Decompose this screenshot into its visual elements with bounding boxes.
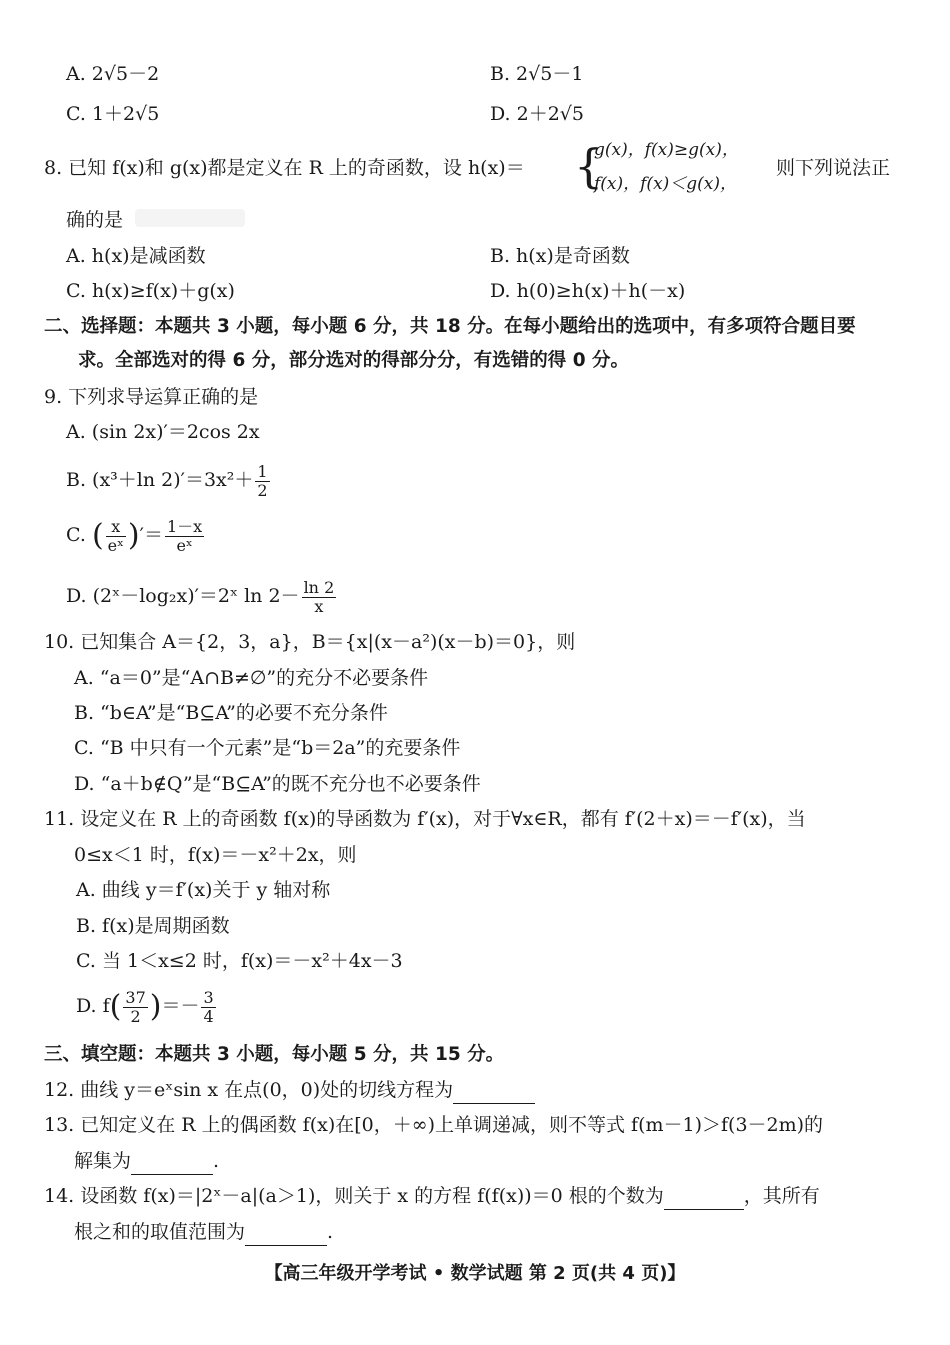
fraction-denominator: eˣ — [176, 535, 193, 555]
fraction-denominator: 2 — [130, 1006, 141, 1026]
q8-stem-end: 则下列说法正 — [776, 157, 891, 179]
q14-answer-blank-1[interactable] — [664, 1183, 744, 1210]
fraction-numerator: ln 2 — [303, 577, 335, 597]
q8-piece-2: f(x)，f(x)＜g(x)， — [594, 174, 738, 194]
option-d-fraction — [302, 579, 337, 616]
q10-option-d: D. “a＋b∉Q”是“B⊆A”的既不充分也不必要条件 — [74, 773, 481, 795]
period: . — [327, 1221, 334, 1243]
q9-option-a: A. (sin 2x)′＝2cos 2x — [66, 421, 260, 443]
inner-fraction — [106, 518, 126, 555]
q9-option-b — [66, 460, 272, 500]
q8-option-b: B. h(x)是奇函数 — [490, 245, 630, 267]
q14-answer-blank-2[interactable] — [245, 1219, 327, 1246]
section-2-heading-cont: 求。全部选对的得 6 分，部分选对的得部分分，有选错的得 0 分。 — [78, 350, 630, 371]
option-label: D. f — [76, 995, 110, 1017]
q7-option-b: B. 2√5－1 — [490, 63, 584, 85]
fraction-numerator: x — [106, 518, 126, 537]
q10-option-c: C. “B 中只有一个元素”是“b＝2a”的充要条件 — [74, 737, 461, 759]
q12-answer-blank[interactable] — [453, 1077, 535, 1104]
q9-stem: 9. 下列求导运算正确的是 — [44, 386, 259, 408]
q10-option-b: B. “b∈A”是“B⊆A”的必要不充分条件 — [74, 702, 388, 724]
q13-stem-line2 — [74, 1148, 219, 1175]
q14-text: 14. 设函数 f(x)＝|2ˣ－a|(a＞1)，则关于 x 的方程 f(f(x))＝0 根的个数为 — [44, 1185, 664, 1207]
right-paren: ) — [149, 989, 162, 1024]
q11-option-a: A. 曲线 y＝f′(x)关于 y 轴对称 — [76, 879, 331, 901]
q8-option-a: A. h(x)是减函数 — [66, 245, 206, 267]
fraction-numerator: 1 — [257, 461, 268, 481]
result-fraction — [165, 518, 204, 555]
fraction-denominator: 4 — [203, 1006, 214, 1026]
q9-option-c — [66, 513, 206, 557]
q14-text-line2: 根之和的取值范围为 — [74, 1221, 246, 1243]
period: . — [213, 1150, 220, 1172]
left-paren: ( — [91, 518, 104, 553]
fraction-denominator: eˣ — [107, 535, 124, 555]
section-2-heading: 二、选择题：本题共 3 小题，每小题 6 分，共 18 分。在每小题给出的选项中，有多项符合题目要 — [44, 316, 856, 337]
q14-stem — [44, 1183, 820, 1210]
q7-option-c: C. 1＋2√5 — [66, 103, 160, 125]
q11-stem: 11. 设定义在 R 上的奇函数 f(x)的导函数为 f′(x)，对于∀x∈R，都有 f′(2＋x)＝－f′(x)，当 — [44, 808, 806, 830]
equals: ′＝ — [139, 524, 163, 546]
q14-text-end: ，其所有 — [743, 1185, 820, 1207]
q13-text: 解集为 — [74, 1150, 132, 1172]
equals: ＝－ — [161, 995, 200, 1017]
q8-stem-line2: 确的是 — [66, 209, 124, 231]
left-paren: ( — [109, 989, 122, 1024]
q10-stem: 10. 已知集合 A＝{2，3，a}，B＝{x|(x－a²)(x－b)＝0}，则 — [44, 631, 576, 653]
right-paren: ) — [127, 518, 140, 553]
q13-stem: 13. 已知定义在 R 上的偶函数 f(x)在[0，＋∞)上单调递减，则不等式 f(m－1)＞f(3－2m)的 — [44, 1114, 824, 1136]
option-label: C. — [66, 524, 86, 546]
q7-option-d: D. 2＋2√5 — [490, 103, 585, 125]
piecewise-brace: { — [574, 139, 604, 193]
fraction-numerator: 3 — [203, 987, 214, 1007]
section-3-heading: 三、填空题：本题共 3 小题，每小题 5 分，共 15 分。 — [44, 1044, 505, 1065]
q9-option-d — [66, 574, 338, 618]
result-fraction — [201, 989, 215, 1026]
q13-answer-blank[interactable] — [131, 1148, 213, 1175]
q14-stem-line2 — [74, 1219, 333, 1246]
q9-option-b-text: B. (x³＋ln 2)′＝3x²＋ — [66, 469, 254, 491]
q7-option-a: A. 2√5－2 — [66, 63, 160, 85]
q12-stem — [44, 1077, 535, 1104]
fraction-denominator: 2 — [257, 480, 268, 500]
q8-option-d: D. h(0)≥h(x)＋h(－x) — [490, 280, 686, 302]
fraction-numerator: 1－x — [166, 516, 203, 536]
q12-text: 12. 曲线 y＝eˣsin x 在点(0，0)处的切线方程为 — [44, 1079, 454, 1101]
q11-option-c: C. 当 1＜x≤2 时，f(x)＝－x²＋4x－3 — [76, 950, 403, 972]
fraction-numerator: 37 — [125, 987, 146, 1007]
q9-option-b-fraction — [255, 463, 269, 500]
q11-option-d — [76, 984, 218, 1028]
q8-option-c: C. h(x)≥f(x)＋g(x) — [66, 280, 235, 302]
inner-fraction — [123, 989, 147, 1026]
scan-smudge — [135, 209, 245, 227]
fraction-denominator: x — [314, 596, 324, 616]
option-d-text: D. (2ˣ－log₂x)′＝2ˣ ln 2－ — [66, 585, 300, 607]
page-footer: 【高三年级开学考试 • 数学试题 第 2 页(共 4 页)】 — [264, 1263, 686, 1284]
q8-stem: 8. 已知 f(x)和 g(x)都是定义在 R 上的奇函数，设 h(x)＝ — [44, 157, 525, 179]
q8-piece-1: g(x)，f(x)≥g(x)， — [594, 140, 739, 160]
q10-option-a: A. “a＝0”是“A∩B≠∅”的充分不必要条件 — [74, 667, 429, 689]
q11-stem-line2: 0≤x＜1 时，f(x)＝－x²＋2x，则 — [74, 844, 357, 866]
q11-option-b: B. f(x)是周期函数 — [76, 915, 230, 937]
